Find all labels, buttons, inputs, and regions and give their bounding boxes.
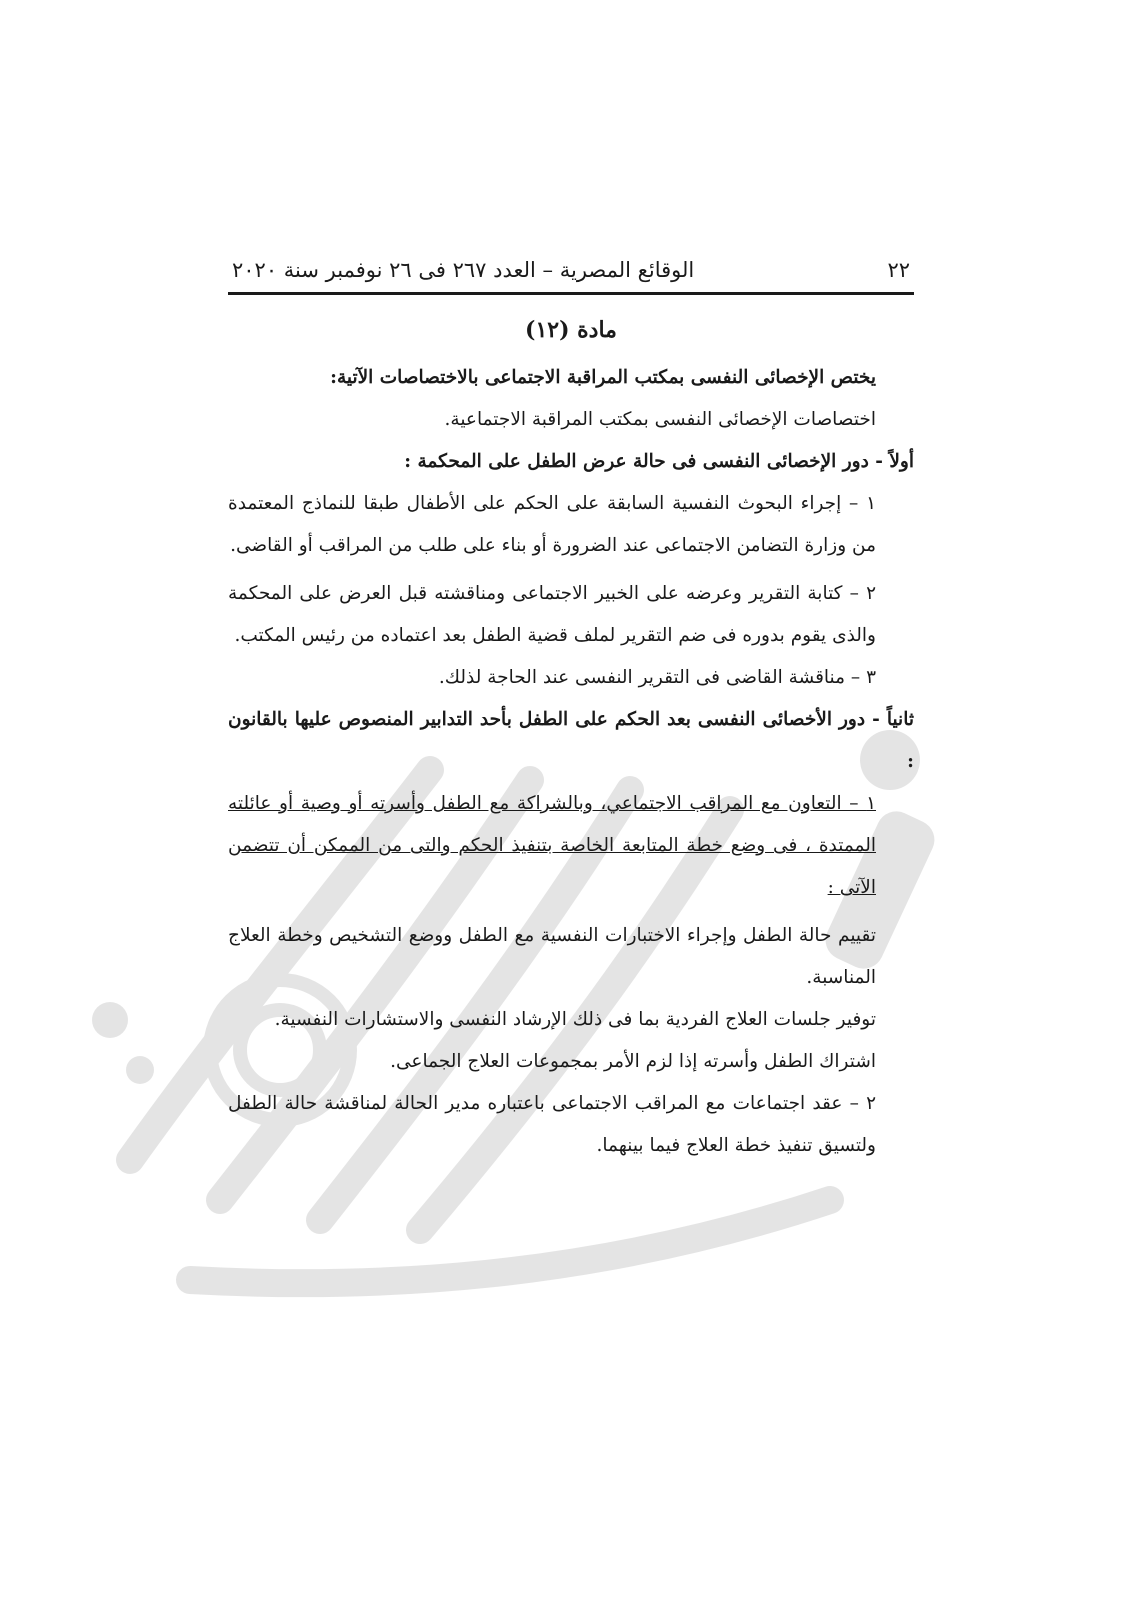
page-header	[228, 250, 914, 282]
article-title: مادة (١٢)	[525, 317, 617, 343]
first-item-2: ٢ – كتابة التقرير وعرضه على الخبير الاجتماعى ومناقشته قبل العرض على المحكمة والذى يقوم بدوره فى ضم التقرير لملف قضية الطفل بعد اعتماده من رئيس المكتب.	[228, 583, 876, 646]
second-item-2: ٢ – عقد اجتماعات مع المراقب الاجتماعى باعتباره مدير الحالة لمناقشة حالة الطفل ولتسيق تنفيذ خطة العلاج فيما بينهما.	[228, 1093, 876, 1156]
document-page	[228, 250, 914, 1167]
issue-line: الوقائع المصرية – العدد ٢٦٧ فى ٢٦ نوفمبر سنة ٢٠٢٠	[232, 258, 695, 282]
second-item-1: ١ – التعاون مع المراقب الاجتماعي، وبالشراكة مع الطفل وأسرته أو وصية أو عائلته الممتدة ، فى وضع خطة المتابعة الخاصة بتنفيذ الحكم والتى من الممكن أن تتضمن الآتى :	[228, 793, 876, 898]
intro-plain: اختصاصات الإخصائى النفسى بمكتب المراقبة الاجتماعية.	[444, 409, 876, 430]
first-heading: أولاً - دور الإخصائى النفسى فى حالة عرض الطفل على المحكمة :	[404, 451, 914, 472]
page-number: ٢٢	[887, 258, 910, 282]
sub-item-3: اشتراك الطفل وأسرته إذا لزم الأمر بمجموعات العلاج الجماعى.	[390, 1051, 876, 1072]
first-item-1: ١ – إجراء البحوث النفسية السابقة على الحكم على الأطفال طبقا للنماذج المعتمدة من وزارة التضامن الاجتماعى عند الضرورة أو بناء على طلب من المراقب أو القاضى.	[228, 493, 876, 556]
sub-item-2: توفير جلسات العلاج الفردية بما فى ذلك الإرشاد النفسى والاستشارات النفسية.	[274, 1009, 876, 1030]
sub-item-1: تقييم حالة الطفل وإجراء الاختبارات النفسية مع الطفل ووضع التشخيص وخطة العلاج المناسبة.	[228, 925, 876, 988]
intro-bold: يختص الإخصائى النفسى بمكتب المراقبة الاجتماعى بالاختصاصات الآتية:	[330, 367, 876, 388]
first-item-3: ٣ – مناقشة القاضى فى التقرير النفسى عند الحاجة لذلك.	[438, 667, 876, 688]
header-rule	[228, 292, 914, 295]
second-heading: ثانياً - دور الأخصائى النفسى بعد الحكم على الطفل بأحد التدابير المنصوص عليها بالقانون :	[228, 709, 914, 772]
